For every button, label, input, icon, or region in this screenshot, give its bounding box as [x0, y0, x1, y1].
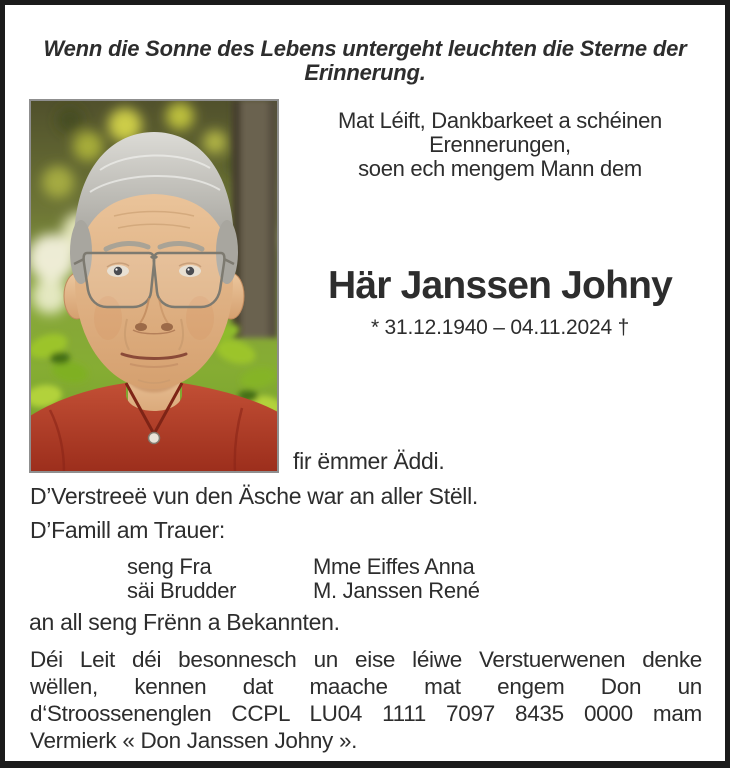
deceased-name: Här Janssen Johny: [327, 264, 673, 307]
dedication-line-3: soen ech mengem Mann dem: [358, 156, 642, 181]
donation-line-2: wëllen, kennen dat maache mat engem Don un: [30, 674, 702, 699]
portrait-photo: [30, 100, 278, 472]
ashes-note: D’Verstreeë vun den Äsche war an aller Stëll.: [30, 483, 479, 509]
family-member-name: M. Janssen René: [313, 578, 480, 603]
deceased-dates: * 31.12.1940 – 04.11.2024 †: [370, 316, 630, 339]
family-list: [127, 555, 480, 603]
family-relation: säi Brudder: [127, 578, 237, 603]
dedication-line-1: Mat Léift, Dankbarkeet a schéinen: [338, 108, 662, 133]
dedication: [283, 109, 717, 181]
family-row-brother: [127, 579, 480, 603]
family-relation: seng Fra: [127, 554, 212, 579]
epigraph-line-2: Erinnerung.: [304, 60, 426, 85]
friends-note: an all seng Frënn a Bekannten.: [29, 609, 340, 635]
epigraph: [5, 37, 725, 85]
family-header: D’Famill am Trauer:: [30, 517, 225, 543]
family-row-wife: [127, 555, 480, 579]
epigraph-line-1: Wenn die Sonne des Lebens untergeht leuchten die Sterne der: [43, 36, 687, 61]
donation-line-3: d‘Stroossenenglen CCPL LU04 1111 7097 8435 0000 mam: [30, 701, 702, 726]
dedication-line-2: Erennerungen,: [429, 132, 571, 157]
family-member-name: Mme Eiffes Anna: [313, 554, 475, 579]
donation-line-1: Déi Leit déi besonnesch un eise léiwe Verstuerwenen denke: [30, 647, 702, 672]
portrait-illustration: [30, 100, 278, 472]
farewell-text: fir ëmmer Äddi.: [293, 448, 445, 474]
donation-paragraph: [30, 646, 702, 754]
donation-line-4: Vermierk « Don Janssen Johny ».: [30, 728, 358, 753]
